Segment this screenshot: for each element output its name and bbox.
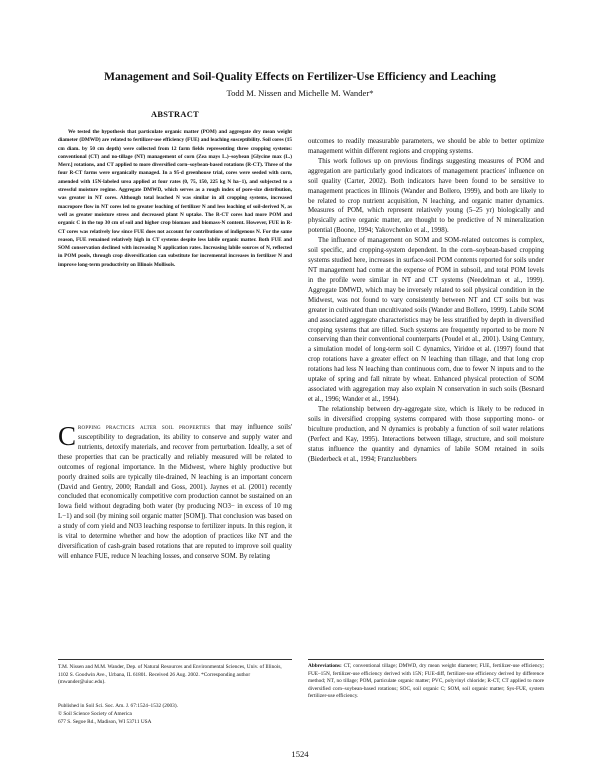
paper-authors: Todd M. Nissen and Michelle M. Wander* xyxy=(226,88,374,98)
footnote-divider xyxy=(308,659,544,660)
body-paragraph: This work follows up on previous findings suggesting measures of POM and aggregation are particularly good indicators of management practices' influence on soil quality (Carter, 2002). Both indicators have been found to be sensitive to management practices in Illinois (Wander and Bollero, 1999), and both are likely to be related to crop nutrient acquisition, N leaching, and organic matter dynamics. Measures of POM, which represent relatively young (5–25 yr) biologically and physically active organic matter, are thought to be predictive of N mineralization potential (Boone, 1994; Yakovchenko et al., 1998). xyxy=(308,157,544,235)
footnote-divider xyxy=(58,659,292,660)
author-affiliation-footnote: T.M. Nissen and M.M. Wander, Dep. of Natural Resources and Environmental Sciences, Univ. of Illinois, 1102 S. Goodwin Ave., Urbana, IL 61801. Received 26 Aug. 2002. *Corresponding author (mwander@uiuc.edu). xyxy=(58,664,282,686)
abstract-heading: ABSTRACT xyxy=(150,110,199,119)
abstract-text: We tested the hypothesis that particulate organic matter (POM) and aggregate dry mean weight diameter (DMWD) are related to fertilizer-use efficiency (FUE) and leaching susceptibility. Soil cores (15 cm diam. by 50 cm depth) were collected from 12 farm fields representing three cropping systems: conventional (CT) and no-tillage (NT) management of corn (Zea mays L.)–soybean [Glycine max (L.) Merr.] rotations, and CT applied to more diversified corn–soybean-based rotations (R-CT). Three of the four R-CT farms were organically managed. In a 95-d greenhouse trial, cores were seeded with corn, amended with 15N-labeled urea applied at four rates (0, 75, 150, 225 kg N ha−1), and subjected to a stressful moisture regime. Aggregate DMWD, which serves as a rough index of pore-size distribution, was greater in NT cores. Although total leached N was similar in all cropping systems, increased macropore flow in NT cores led to greater leaching of fertilizer N and less leaching of soil-derived N, as well as greater moisture stress and decreased plant N uptake. The R-CT cores had more POM and organic C in the top 30 cm of soil and higher crop biomass and biomass-N content. However, FUE in R-CT cores was relatively low since FUE does not account for contributions of indigenous N. For the same reason, FUE remained relatively high in CT systems despite less labile organic matter. Both FUE and SOM conservation declined with increasing N application rates. Increasing labile sources of N, reflected in POM pools, through crop diversification can substitute for incremental increases in fertilizer N and improve long-term productivity on Illinois Mollisols. xyxy=(58,129,292,268)
intro-lead-in: ropping practices alter soil properties xyxy=(78,424,211,431)
abbreviations-footnote xyxy=(308,663,544,701)
page-number: 1524 xyxy=(291,749,309,759)
publisher-address: 677 S. Segoe Rd., Madison, WI 53711 USA xyxy=(58,719,152,725)
body-paragraph: outcomes to readily measurable parameters, we should be able to better optimize management within different regions and cropping systems. xyxy=(308,138,544,155)
body-paragraph: The relationship between dry-aggregate size, which is likely to be reduced in soils in diversified cropping systems compared with those supporting mono- or biculture production, and N dynamics is probably a function of soil water relations (Perfect and Kay, 1995). Interactions between tillage, structure, and soil moisture status influence the quantity and dynamics of labile SOM retained in soils (Biederbeck et al., 1994; Franzluebbers xyxy=(308,405,544,463)
left-column xyxy=(58,110,292,269)
right-column xyxy=(308,137,544,464)
copyright-notice: © Soil Science Society of America xyxy=(58,711,132,717)
drop-cap: C xyxy=(58,421,77,451)
publication-citation: Published in Soil Sci. Soc. Am. J. 67:1524–1532 (2003). xyxy=(58,703,178,709)
introduction-paragraph xyxy=(58,423,292,562)
intro-text: that may influence soils' susceptibility to degradation, its ability to conserve and supply water and nutrients, detoxify materials, and recover from perturbation. Ideally, a set of these properties that can be practically and reliably measured will be related to outcomes of regional importance. In the Midwest, where highly productive but poorly drained soils are typically tile-drained, N leaching is an important concern (David and Gentry, 2000; Randall and Goss, 2001). Jaynes et al. (2001) recently concluded that economically competitive corn production cannot be sustained on an Iowa field without degrading both water (by producing NO3− in excess of 10 mg L−1) and soil (by mining soil organic matter [SOM]). That conclusion was based on a study of corn yield and NO3 leaching response to fertilizer inputs. In this region, it is vital to determine whether and how the adoption of practices like NT and the diversification of cash-grain based rotations that are reputed to improve soil quality will enhance FUE, reduce N leaching losses, and conserve SOM. By relating xyxy=(58,424,292,560)
abbreviations-text: CT, conventional tillage; DMWD, dry mean weight diameter; FUE, fertilizer-use efficiency; FUE–15N, fertilizer-use efficiency derived with 15N; FUE-diff, fertilizer-use efficiency derived by difference method; NT, no tillage; POM, particulate organic matter; PVC, polyvinyl chloride; R-CT, CT applied to more diversified corn–soybean-based rotations; SOC, soil organic C; SOM, soil organic matter; Sys-FUE, system fertilizer-use efficiency. xyxy=(308,663,544,700)
abbreviations-label: Abbreviations: xyxy=(308,663,342,669)
paper-title: Management and Soil-Quality Effects on Fertilizer-Use Efficiency and Leaching xyxy=(104,71,496,83)
body-paragraph: The influence of management on SOM and SOM-related outcomes is complex, soil specific, and cropping-system dependent. In the corn–soybean-based cropping systems studied here, increases in surface-soil POM contents reported for soils under NT management had come at the expense of POM in subsoil, and total POM levels in the profile were similar in NT and CT systems (Needelman et al., 1999). Aggregate DMWD, which may be inversely related to soil physical condition in the Midwest, was not found to vary consistently between NT and CT soils but was greater in cultivated than uncultivated soils (Wander and Bollero, 1999). Labile SOM and associated aggregate characteristics may be less stratified by depth in diversified cropping systems that are tilled. Such systems are frequently reported to be more N conserving than their conventional counterparts (Poudel et al., 2001). Using Century, a simulation model of long-term soil C dynamics, Yiridoe et al. (1997) found that crop rotations have a greater effect on N leaching than tillage, and that long crop rotations had less N leaching than continuous corn, due to fewer N inputs and to the uptake of spring and fall nitrate by wheat. Enhanced physical protection of SOM associated with aggregation may also explain N conservation in such soils (Besnard et al., 1996; Wander et al., 1994). xyxy=(308,237,544,403)
